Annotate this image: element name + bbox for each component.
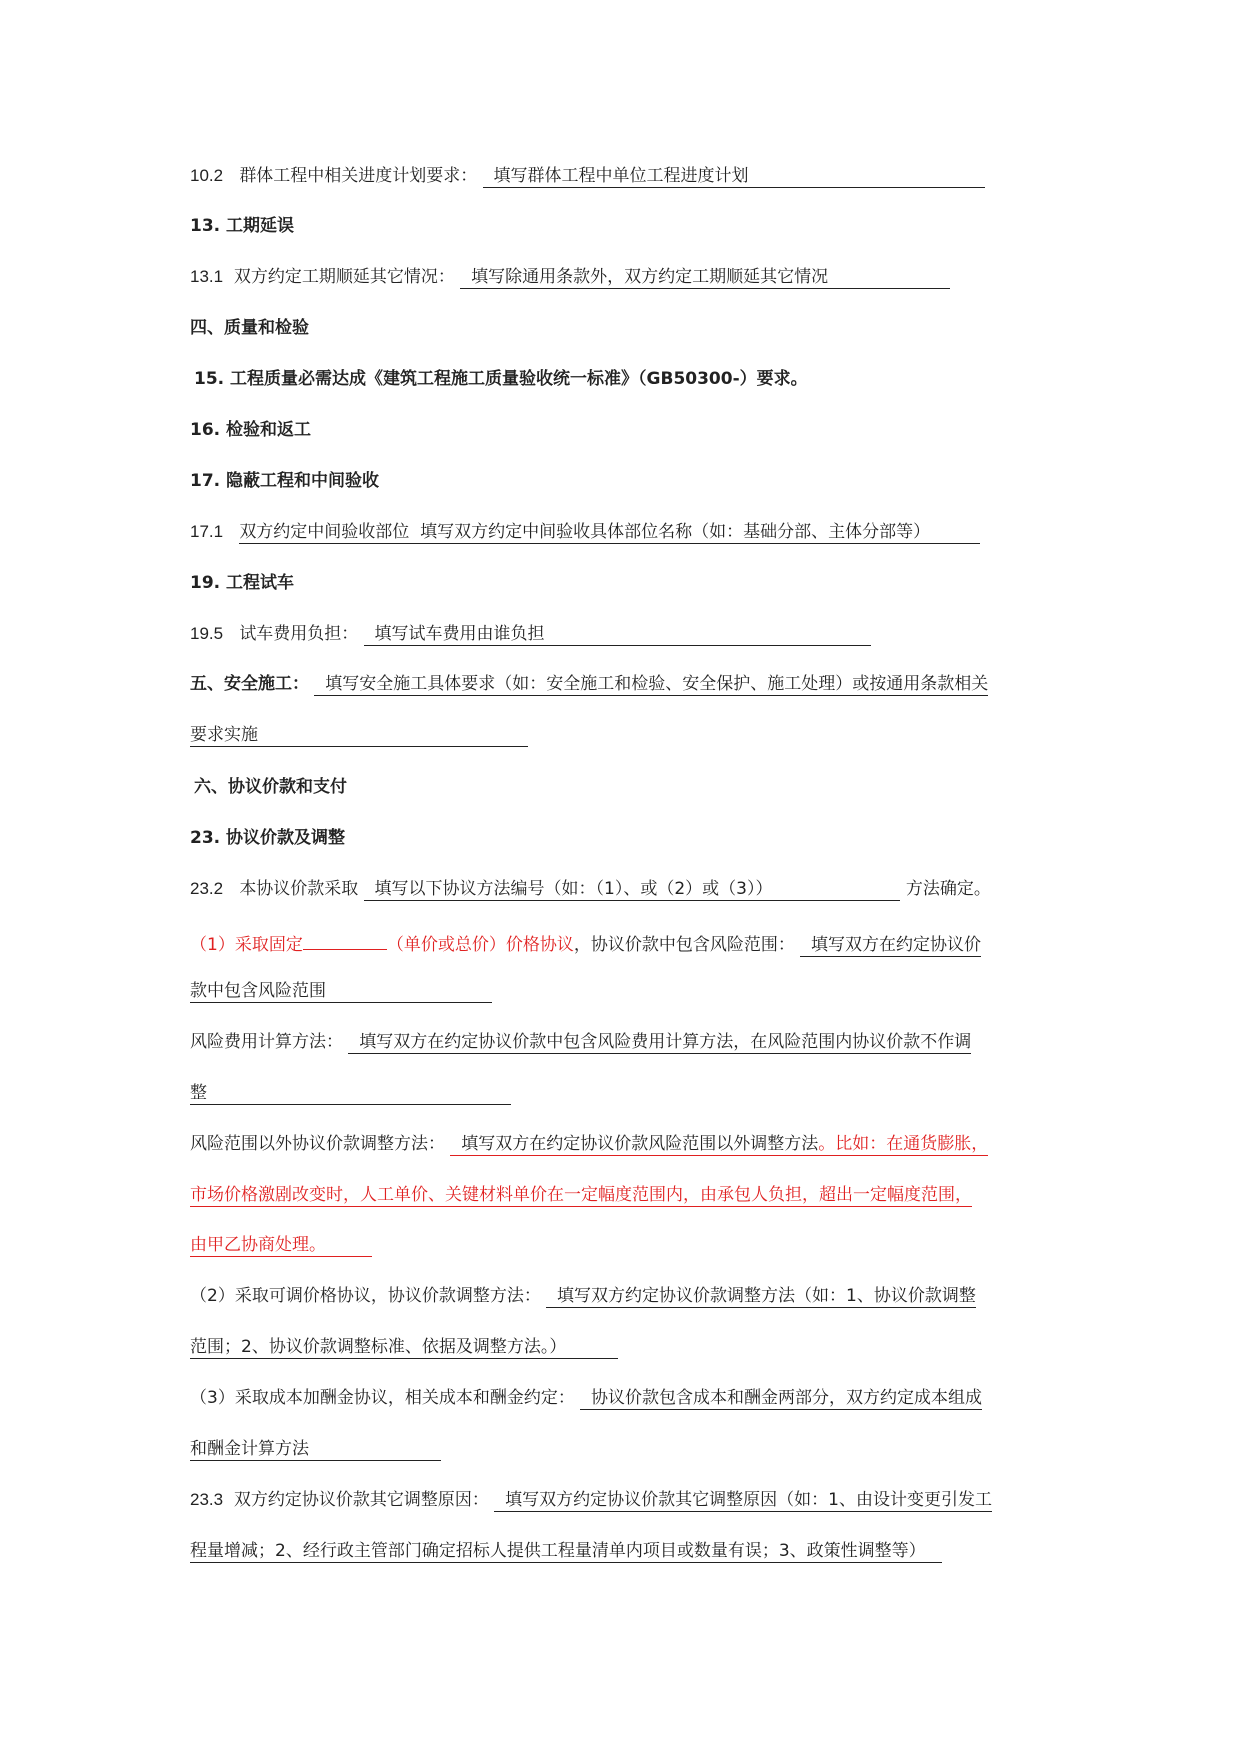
clause-label: 风险费用计算方法： bbox=[190, 1032, 343, 1052]
fill-in-field: 填写安全施工具体要求（如：安全施工和检验、安全保护、施工处理）或按通用条款相关 bbox=[314, 674, 988, 696]
option-1-fixed-price bbox=[190, 929, 1070, 957]
fill-in-field: 填写群体工程中单位工程进度计划 bbox=[483, 166, 985, 188]
heading-19: 19. 工程试车 bbox=[190, 573, 295, 593]
clause-23-3-cont bbox=[190, 1540, 1070, 1563]
risk-fee-method bbox=[190, 1031, 1070, 1054]
option-3-cost-plus-cont bbox=[190, 1438, 1070, 1461]
clause-number: 17.1 bbox=[190, 522, 224, 541]
clause-17-1 bbox=[190, 521, 1070, 544]
heading-13: 13. 工期延误 bbox=[190, 216, 295, 236]
heading-section-4: 四、质量和检验 bbox=[190, 318, 309, 338]
section-5-safety bbox=[190, 673, 1070, 696]
heading-15: 15. 工程质量必需达成《建筑工程施工质量验收统一标准》（GB50300-）要求。 bbox=[194, 369, 808, 389]
clause-number: 23.2 bbox=[190, 879, 224, 898]
clause-label: 群体工程中相关进度计划要求： bbox=[239, 166, 478, 186]
heading-17: 17. 隐蔽工程和中间验收 bbox=[190, 471, 380, 491]
fill-in-field: 填写双方在约定协议价 bbox=[800, 935, 981, 957]
clause-13-1 bbox=[190, 266, 1070, 289]
option-number: （2） bbox=[190, 1286, 235, 1306]
clause-number: 23.3 bbox=[190, 1490, 224, 1509]
clause-label: ，协议价款中包含风险范围： bbox=[573, 935, 795, 955]
clause-label: 风险范围以外协议价款调整方法： bbox=[190, 1134, 445, 1154]
clause-label: 双方约定工期顺延其它情况： bbox=[233, 267, 455, 287]
option-number: （3） bbox=[190, 1388, 235, 1408]
fill-in-field: 填写双方在约定协议价款中包含风险费用计算方法，在风险范围内协议价款不作调 bbox=[348, 1032, 971, 1054]
option-3-cost-plus bbox=[190, 1387, 1070, 1410]
clause-19-5 bbox=[190, 623, 1070, 646]
option-1-fixed-price-cont bbox=[190, 980, 1070, 1003]
fill-in-field: 市场价格激剧改变时，人工单价、关键材料单价在一定幅度范围内，由承包人负担，超出一定幅度范围， bbox=[190, 1185, 972, 1205]
heading-section-6: 六、协议价款和支付 bbox=[194, 777, 347, 797]
section-label: 五、安全施工： bbox=[190, 674, 309, 694]
section-5-safety-cont bbox=[190, 724, 1070, 747]
fill-in-field: 和酬金计算方法 bbox=[190, 1439, 441, 1461]
fill-in-field: 由甲乙协商处理。 bbox=[190, 1235, 372, 1257]
clause-number: 10.2 bbox=[190, 166, 224, 185]
clause-label: 采取可调价格协议，协议价款调整方法： bbox=[234, 1286, 541, 1306]
option-2-adjustable-cont bbox=[190, 1336, 1070, 1359]
option-label-cont: （单价或总价）价格协议 bbox=[386, 935, 574, 955]
fill-in-field: 程量增减；2、经行政主管部门确定招标人提供工程量清单内项目或数量有误；3、政策性调整等） bbox=[190, 1541, 942, 1563]
fill-in-field: 填写双方约定协议价款调整方法（如：1、协议价款调整 bbox=[546, 1286, 976, 1308]
fill-in-field: 款中包含风险范围 bbox=[190, 981, 492, 1003]
risk-fee-method-cont bbox=[190, 1082, 1070, 1105]
fill-in-field: 填写除通用条款外，双方约定工期顺延其它情况 bbox=[460, 267, 950, 289]
option-2-adjustable bbox=[190, 1285, 1070, 1308]
out-of-range-adjustment bbox=[190, 1133, 1070, 1156]
clause-23-2 bbox=[190, 878, 1070, 901]
clause-label: 试车费用负担： bbox=[239, 624, 359, 644]
fill-in-field: 范围；2、协议价款调整标准、依据及调整方法。） bbox=[190, 1337, 618, 1359]
blank-field bbox=[303, 929, 387, 950]
clause-number: 13.1 bbox=[190, 267, 224, 286]
out-of-range-adjustment-end bbox=[190, 1234, 1070, 1257]
option-label: 采取固定 bbox=[234, 935, 303, 955]
clause-number: 19.5 bbox=[190, 624, 224, 643]
clause-label: 本协议价款采取 bbox=[239, 879, 359, 899]
clause-23-3 bbox=[190, 1489, 1070, 1512]
fill-in-field: 要求实施 bbox=[190, 725, 528, 747]
fill-in-field: 填写双方在约定协议价款风险范围以外调整方法。比如：在通货膨胀， bbox=[450, 1134, 988, 1156]
fill-in-field: 填写双方约定协议价款其它调整原因（如：1、由设计变更引发工 bbox=[494, 1490, 992, 1512]
fill-in-field: 双方约定中间验收部位 填写双方约定中间验收具体部位名称（如：基础分部、主体分部等） bbox=[239, 522, 980, 544]
fill-in-field: 填写以下协议方法编号（如：（1）、或（2）或（3）） bbox=[364, 879, 901, 901]
fill-in-field: 填写试车费用由谁负担 bbox=[364, 624, 871, 646]
clause-10-2 bbox=[190, 165, 1070, 188]
fill-in-field: 协议价款包含成本和酬金两部分，双方约定成本组成 bbox=[580, 1388, 982, 1410]
clause-label: 双方约定协议价款其它调整原因： bbox=[233, 1490, 489, 1510]
clause-tail: 方法确定。 bbox=[905, 879, 991, 899]
clause-label: 采取成本加酬金协议，相关成本和酬金约定： bbox=[234, 1388, 575, 1408]
option-number: （1） bbox=[190, 935, 235, 955]
heading-23: 23. 协议价款及调整 bbox=[190, 828, 346, 848]
heading-16: 16. 检验和返工 bbox=[190, 420, 312, 440]
fill-in-field: 整 bbox=[190, 1083, 511, 1105]
out-of-range-adjustment-cont bbox=[190, 1184, 1070, 1207]
